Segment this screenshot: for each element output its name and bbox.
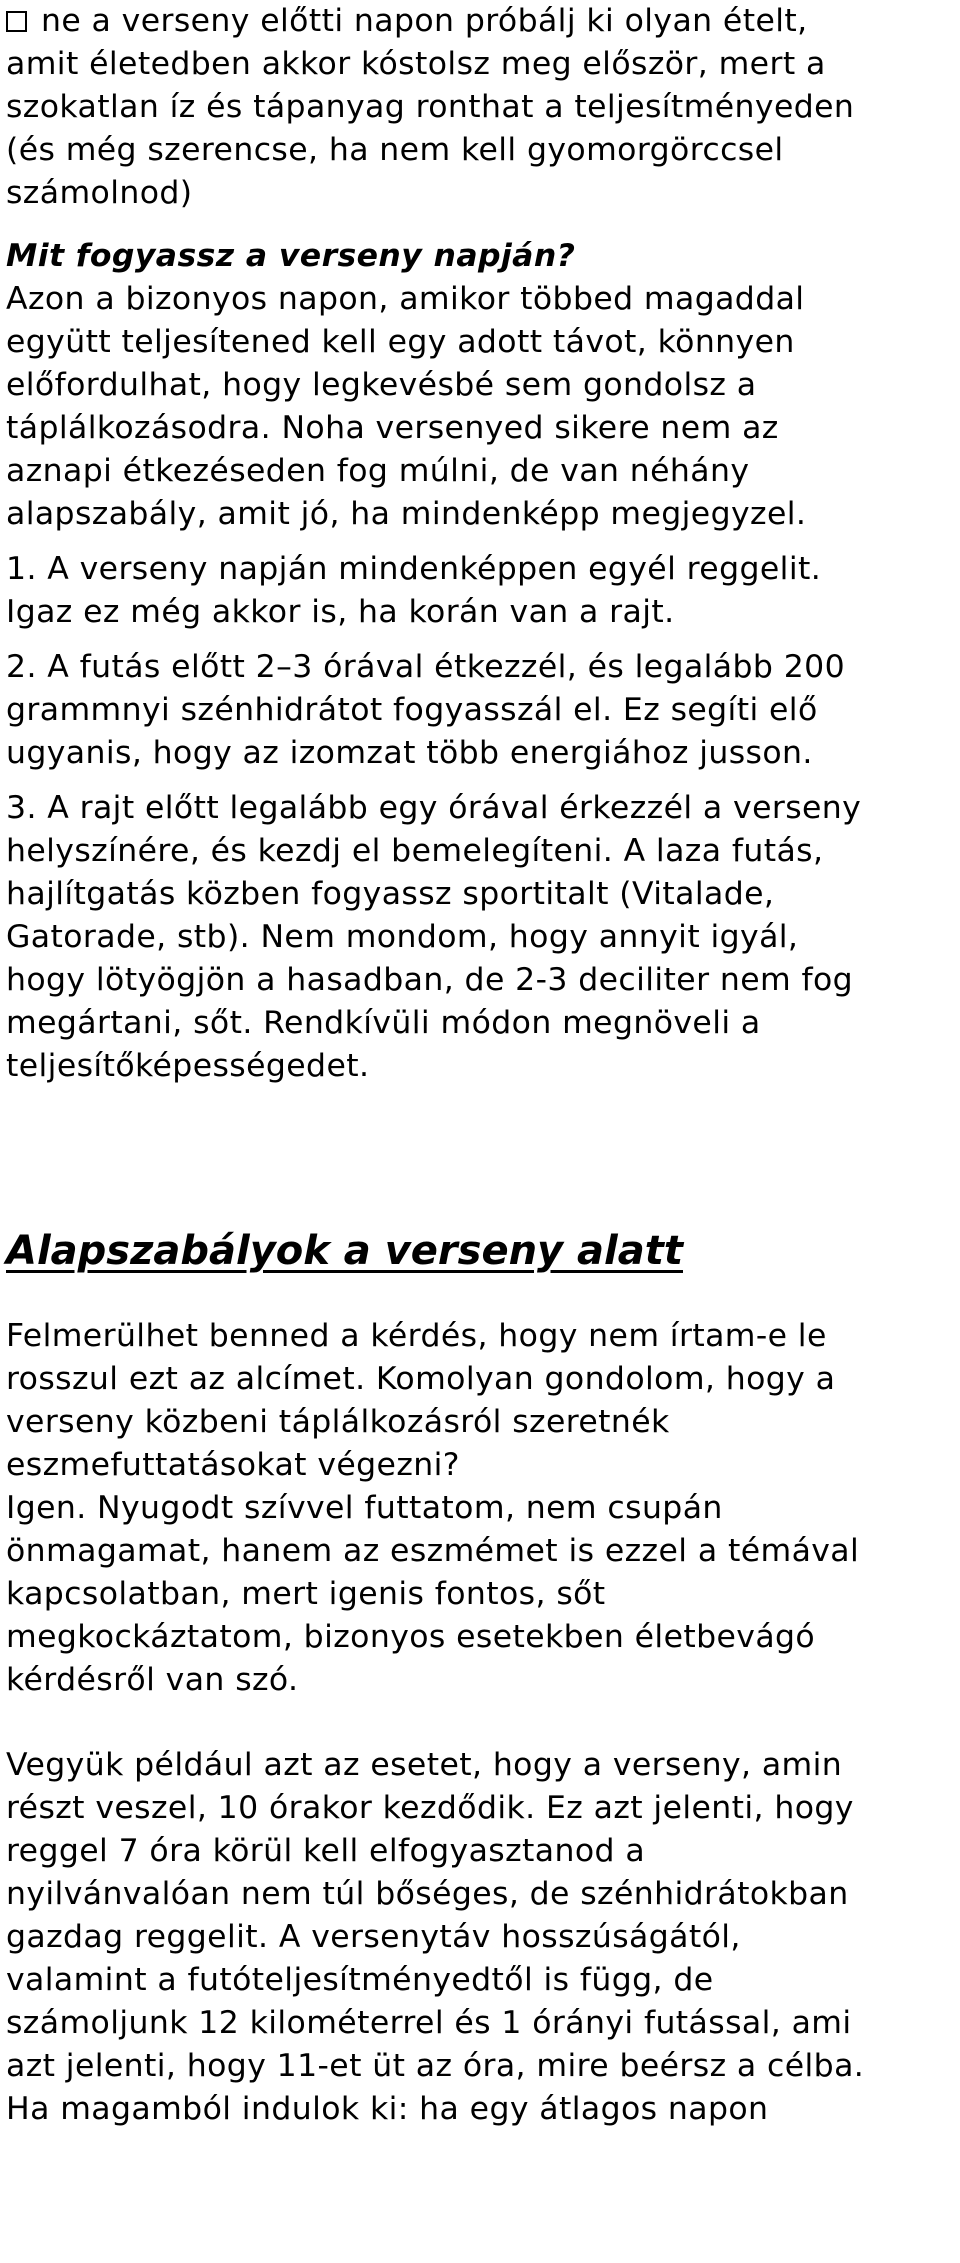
paragraph-line: számoljunk 12 kilométerrel és 1 órányi futással, ami bbox=[6, 2005, 852, 2041]
during-race-paragraph-1 bbox=[6, 1315, 956, 1702]
race-day-subheading: Mit fogyassz a verseny napján? bbox=[6, 238, 576, 274]
rule-line: Gatorade, stb). Nem mondom, hogy annyit igyál, bbox=[6, 919, 799, 955]
checklist-line bbox=[6, 0, 956, 43]
paragraph-line: alapszabály, amit jó, ha mindenképp megjegyzel. bbox=[6, 496, 807, 532]
paragraph-line: táplálkozásodra. Noha versenyed sikere nem az bbox=[6, 410, 779, 446]
checklist-line: szokatlan íz és tápanyag ronthat a teljesítményeden bbox=[6, 89, 855, 125]
paragraph-line: nyilvánvalóan nem túl bőséges, de szénhidrátokban bbox=[6, 1876, 849, 1912]
paragraph-line: verseny közbeni táplálkozásról szeretnék bbox=[6, 1404, 670, 1440]
section-heading: Alapszabályok a verseny alatt bbox=[6, 1228, 683, 1274]
paragraph-line: Azon a bizonyos napon, amikor többed magaddal bbox=[6, 281, 805, 317]
during-race-paragraph-2 bbox=[6, 1744, 956, 2131]
checklist-line: amit életedben akkor kóstolsz meg először, mert a bbox=[6, 46, 826, 82]
rule-line: hogy lötyögjön a hasadban, de 2-3 deciliter nem fog bbox=[6, 962, 854, 998]
paragraph-line: kérdésről van szó. bbox=[6, 1662, 299, 1698]
rule-line: ugyanis, hogy az izomzat több energiához jusson. bbox=[6, 735, 813, 771]
checkbox-icon[interactable] bbox=[6, 11, 27, 32]
rule-line: 1. A verseny napján mindenképpen egyél reggelit. bbox=[6, 551, 822, 587]
rule-line: 3. A rajt előtt legalább egy órával érkezzél a verseny bbox=[6, 790, 862, 826]
rule-line: megártani, sőt. Rendkívüli módon megnöveli a bbox=[6, 1005, 761, 1041]
paragraph-line: kapcsolatban, mert igenis fontos, sőt bbox=[6, 1576, 606, 1612]
rule-line: helyszínére, és kezdj el bemelegíteni. A laza futás, bbox=[6, 833, 824, 869]
rule-line: Igaz ez még akkor is, ha korán van a rajt. bbox=[6, 594, 675, 630]
paragraph-line: Vegyük például azt az esetet, hogy a verseny, amin bbox=[6, 1747, 843, 1783]
rule-2 bbox=[6, 646, 956, 775]
paragraph-line: Ha magamból indulok ki: ha egy átlagos napon bbox=[6, 2091, 769, 2127]
rule-line: hajlítgatás közben fogyassz sportitalt (Vitalade, bbox=[6, 876, 775, 912]
checklist-text: ne a verseny előtti napon próbálj ki olyan ételt, bbox=[41, 3, 808, 39]
paragraph-line: együtt teljesítened kell egy adott távot, könnyen bbox=[6, 324, 795, 360]
paragraph-line: részt veszel, 10 órakor kezdődik. Ez azt jelenti, hogy bbox=[6, 1790, 854, 1826]
paragraph-line: rosszul ezt az alcímet. Komolyan gondolom, hogy a bbox=[6, 1361, 836, 1397]
checklist-line: (és még szerencse, ha nem kell gyomorgörccsel bbox=[6, 132, 784, 168]
race-day-section bbox=[6, 235, 956, 536]
rule-3 bbox=[6, 787, 956, 1088]
rule-line: 2. A futás előtt 2–3 órával étkezzél, és legalább 200 bbox=[6, 649, 846, 685]
paragraph-line: reggel 7 óra körül kell elfogyasztanod a bbox=[6, 1833, 646, 1869]
rule-1 bbox=[6, 548, 956, 634]
checklist-line: számolnod) bbox=[6, 175, 193, 211]
paragraph-line: gazdag reggelit. A versenytáv hosszúságától, bbox=[6, 1919, 741, 1955]
paragraph-line: aznapi étkezéseden fog múlni, de van néhány bbox=[6, 453, 750, 489]
rule-line: teljesítőképességedet. bbox=[6, 1048, 370, 1084]
paragraph-line: valamint a futóteljesítményedtől is függ, de bbox=[6, 1962, 714, 1998]
paragraph-line: előfordulhat, hogy legkevésbé sem gondolsz a bbox=[6, 367, 757, 403]
checklist-item bbox=[6, 0, 956, 215]
rule-line: grammnyi szénhidrátot fogyasszál el. Ez segíti elő bbox=[6, 692, 818, 728]
paragraph-line: Felmerülhet benned a kérdés, hogy nem írtam-e le bbox=[6, 1318, 827, 1354]
paragraph-line: megkockáztatom, bizonyos esetekben életbevágó bbox=[6, 1619, 816, 1655]
paragraph-line: azt jelenti, hogy 11-et üt az óra, mire beérsz a célba. bbox=[6, 2048, 865, 2084]
paragraph-line: Igen. Nyugodt szívvel futtatom, nem csupán bbox=[6, 1490, 723, 1526]
paragraph-line: eszmefuttatásokat végezni? bbox=[6, 1447, 460, 1483]
paragraph-line: önmagamat, hanem az eszmémet is ezzel a témával bbox=[6, 1533, 860, 1569]
